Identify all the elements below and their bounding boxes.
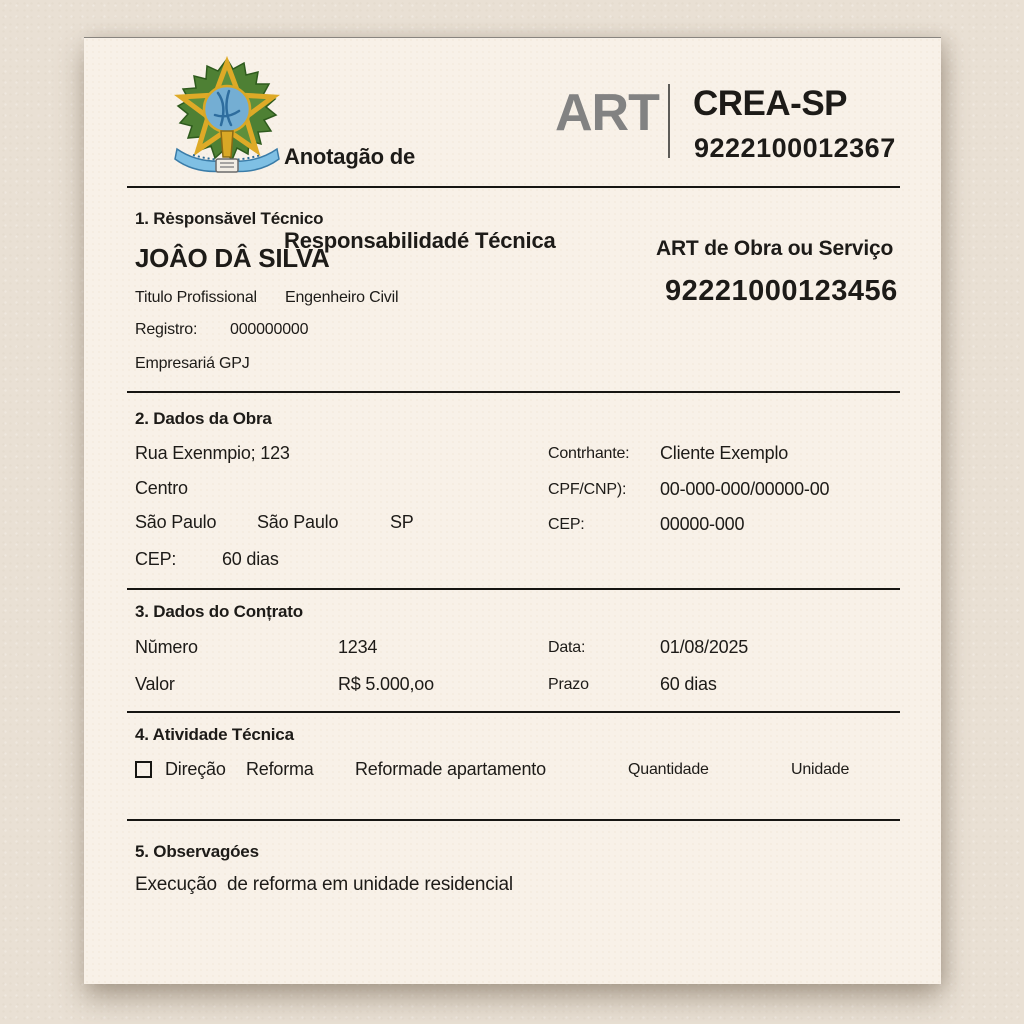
section2-heading: 2. Dados da Obra <box>135 409 272 428</box>
atividade-categoria: Reforma <box>246 759 314 779</box>
section1-heading: 1. Rėsponsăvel Técnico <box>135 209 324 228</box>
obra-cidade: São Paulo <box>135 512 217 532</box>
registro-label: Registro: <box>135 321 198 338</box>
contratante-cep-value: 00000-000 <box>660 514 745 534</box>
header-divider <box>127 186 900 188</box>
observacoes-text: Execução de reforma em unidade residencial <box>135 874 513 895</box>
professional-name: JOÂO DÂ SILVA <box>135 243 330 273</box>
cpf-cnpj-value: 00-000-000/00000-00 <box>660 479 830 499</box>
titulo-profissional-label: Titulo Profissional <box>135 289 257 306</box>
art-acronym: ART <box>555 84 659 142</box>
contrato-data-label: Data: <box>548 639 586 656</box>
quantidade-label: Quantidade <box>628 761 709 778</box>
empresa-value: Empresariá GPJ <box>135 355 250 372</box>
form-title-line2: Responsabilidadé Técnica <box>284 228 556 253</box>
atividade-tipo: Direção <box>165 759 226 779</box>
section1-divider <box>127 391 900 393</box>
contrato-numero-value: 1234 <box>338 637 378 657</box>
section4-divider <box>127 819 900 821</box>
cpf-cnpj-label: CPF/CNP): <box>548 481 627 498</box>
section5-heading: 5. Observagóes <box>135 842 259 861</box>
section2-divider <box>127 588 900 590</box>
obra-endereco: Rua Exenmpio; 123 <box>135 443 290 463</box>
obra-cep-label: CEP: <box>135 549 177 569</box>
contrato-valor-label: Valor <box>135 674 175 694</box>
celestial-globe <box>204 86 250 132</box>
art-type-label: ART de Obra ou Serviço <box>656 237 894 260</box>
contrato-numero-label: Nŭmero <box>135 637 198 657</box>
form-title-line1: Anotagão de <box>284 144 416 169</box>
document-number: 9222100012367 <box>694 133 896 163</box>
contratante-value: Cliente Exemplo <box>660 443 789 463</box>
contrato-valor-value: R$ 5.000,oo <box>338 674 434 694</box>
art-number: 92221000123456 <box>665 275 898 307</box>
obra-bairro: Centro <box>135 478 188 498</box>
section3-heading: 3. Dados do Conțrato <box>135 602 303 621</box>
obra-uf: SP <box>390 512 414 532</box>
contrato-prazo-label: Prazo <box>548 676 589 693</box>
atividade-descricao: Reformade apartamento <box>355 759 546 779</box>
council-name: CREA-SP <box>693 84 848 123</box>
obra-cep-value: 60 dias <box>222 549 279 569</box>
obra-cidade2: São Paulo <box>257 512 339 532</box>
brazil-coat-of-arms-logo <box>163 53 291 179</box>
section3-divider <box>127 711 900 713</box>
form-title <box>284 87 556 311</box>
contratante-cep-label: CEP: <box>548 516 585 533</box>
section4-heading: 4. Atividade Técnica <box>135 725 294 744</box>
contrato-prazo-value: 60 dias <box>660 674 717 694</box>
unidade-label: Unidade <box>791 761 850 778</box>
sword-hilt <box>221 131 233 157</box>
titulo-profissional-value: Engenheiro Civil <box>285 289 399 306</box>
registro-value: 000000000 <box>230 321 309 338</box>
art-form-document <box>84 37 941 984</box>
atividade-checkbox[interactable] <box>135 761 152 778</box>
header-vertical-divider <box>668 84 670 158</box>
contrato-data-value: 01/08/2025 <box>660 637 749 657</box>
contratante-label: Contrhante: <box>548 445 630 462</box>
